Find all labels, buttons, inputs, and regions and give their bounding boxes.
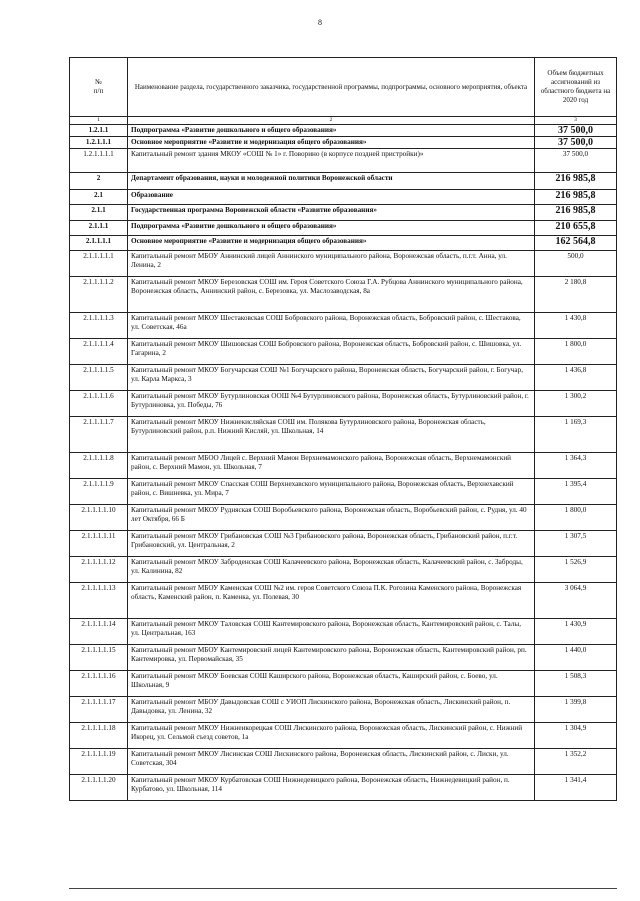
row-name: Капитальный ремонт МКОУ Лисинская СОШ Лискинского района, Воронежская область, Лискинский район, с. Лиски, ул. Советская, 304 bbox=[128, 749, 535, 775]
row-number: 2.1.1.1.1.16 bbox=[70, 671, 128, 697]
row-name: Капитальный ремонт МБОУ Давыдовская СОШ с УИОП Лискинского района, Воронежская область, Лискинский район, п. Давыдовка, ул. Ленина, 32 bbox=[128, 697, 535, 723]
row-number: 2.1.1.1.1.11 bbox=[70, 531, 128, 557]
row-name: Капитальный ремонт МКОУ Богучарская СОШ №1 Богучарского района, Воронежская область, Богучарский район, г. Богучар, ул. Карла Маркса, 3 bbox=[128, 365, 535, 391]
row-number: 1.2.1.1.1.1 bbox=[70, 149, 128, 173]
table-row bbox=[70, 313, 617, 339]
row-name: Капитальный ремонт МКОУ Заброденская СОШ Калачеевского района, Воронежская область, Калачеевский район, с. Заброды, ул. Калинина, 82 bbox=[128, 557, 535, 583]
row-number: 2.1.1.1.1.12 bbox=[70, 557, 128, 583]
table-header-row bbox=[70, 58, 617, 117]
table-row bbox=[70, 251, 617, 277]
row-name: Капитальный ремонт МКОУ Шишовская СОШ Бобровского района, Воронежская область, Бобровский район, с. Шишовка, ул. Гагарина, 2 bbox=[128, 339, 535, 365]
header-amount: Объем бюджетных ассигнований из областного бюджета на 2020 год bbox=[535, 58, 617, 117]
table-row bbox=[70, 125, 617, 137]
row-amount: 216 985,8 bbox=[535, 173, 617, 190]
row-amount: 1 307,5 bbox=[535, 531, 617, 557]
row-number: 2.1.1.1.1.7 bbox=[70, 417, 128, 453]
row-name: Капитальный ремонт МКОУ Бутурлиновская ООШ №4 Бутурлиновского района, Воронежская область, Бутурлиновский район, г. Бутурлиновка, ул. Победы, 76 bbox=[128, 391, 535, 417]
row-number: 2.1.1.1.1.5 bbox=[70, 365, 128, 391]
row-number: 2.1.1.1.1.2 bbox=[70, 277, 128, 313]
row-number: 2.1.1.1.1.13 bbox=[70, 583, 128, 619]
row-number: 2.1.1.1.1.20 bbox=[70, 775, 128, 801]
row-name: Капитальный ремонт МКОУ Курбатовская СОШ Нижнедевицкого района, Воронежская область, Нижнедевицкий район, п. Курбатово, ул. Школьная, 114 bbox=[128, 775, 535, 801]
row-amount: 1 526,9 bbox=[535, 557, 617, 583]
row-amount: 1 395,4 bbox=[535, 479, 617, 505]
table-row bbox=[70, 671, 617, 697]
table-row bbox=[70, 775, 617, 801]
table-row bbox=[70, 365, 617, 391]
row-number: 2.1.1.1.1.4 bbox=[70, 339, 128, 365]
table-row bbox=[70, 137, 617, 149]
row-name: Капитальный ремонт МБОУ Аннинский лицей Аннинского муниципального района, Воронежская область, п.г.т. Анна, ул. Ленина, 2 bbox=[128, 251, 535, 277]
row-amount: 37 500,0 bbox=[535, 137, 617, 149]
header-name: Наименование раздела, государственного заказчика, государственной программы, подпрограммы, основного мероприятия, объекта bbox=[128, 58, 535, 117]
page-bottom-line bbox=[69, 888, 617, 889]
row-name: Капитальный ремонт МКОУ Спасская СОШ Верхнехавского муниципального района, Воронежская область, Верхнехавский район, с. Вишневка, ул. Мира, 7 bbox=[128, 479, 535, 505]
row-amount: 1 169,3 bbox=[535, 417, 617, 453]
row-number: 2 bbox=[70, 173, 128, 190]
table-row bbox=[70, 339, 617, 365]
table-row bbox=[70, 391, 617, 417]
row-amount: 162 564,8 bbox=[535, 236, 617, 251]
table-row bbox=[70, 723, 617, 749]
header-number: № п/п bbox=[70, 58, 128, 117]
table-row bbox=[70, 619, 617, 645]
row-name: Основное мероприятие «Развитие и модернизация общего образования» bbox=[128, 137, 535, 149]
row-number: 2.1 bbox=[70, 190, 128, 205]
row-amount: 500,0 bbox=[535, 251, 617, 277]
row-amount: 1 341,4 bbox=[535, 775, 617, 801]
row-name: Капитальный ремонт МКОУ Нижнеикорецкая СОШ Лискинского района, Воронежская область, Лискинский район, с. Нижний Икорец, ул. Сельмой съезд советов, 1а bbox=[128, 723, 535, 749]
row-name: Основное мероприятие «Развитие и модернизация общего образования» bbox=[128, 236, 535, 251]
row-amount: 1 304,9 bbox=[535, 723, 617, 749]
row-name: Капитальный ремонт МКОУ Грибановская СОШ №3 Грибановского района, Воронежская область, Грибановский район, п.г.т. Грибановский, ул. Центральная, 2 bbox=[128, 531, 535, 557]
table-row bbox=[70, 531, 617, 557]
table-row bbox=[70, 277, 617, 313]
row-name: Капитальный ремонт МБОО Лицей с. Верхний Мамон Верхнемамонского района, Воронежская область, Верхнемамонский район, с. Верхний Мамон, ул. Школьная, 7 bbox=[128, 453, 535, 479]
row-name: Капитальный ремонт МКОУ Березовская СОШ им. Героя Советского Союза Г.А. Рубцова Аннинского муниципального района, Воронежская область, Аннинский район, с. Березовка, ул. Маслозаводская, 8а bbox=[128, 277, 535, 313]
row-number: 2.1.1.1.1 bbox=[70, 236, 128, 251]
row-name: Капитальный ремонт МКОУ Рудняская СОШ Воробьевского района, Воронежская область, Воробьевский район, с. Рудня, ул. 40 лет Октября, 66 Б bbox=[128, 505, 535, 531]
budget-table bbox=[69, 57, 617, 801]
table-row bbox=[70, 149, 617, 173]
column-number: 3 bbox=[535, 117, 617, 125]
row-name: Капитальный ремонт МКОУ Таловская СОШ Кантемировского района, Воронежская область, Кантемировский район, с. Талы, ул. Центральная, 163 bbox=[128, 619, 535, 645]
row-name: Капитальный ремонт МБОУ Кантемировский лицей Кантемировского района, Воронежская область, Кантемировский район, рп. Кантемировка, ул. Первомайская, 35 bbox=[128, 645, 535, 671]
row-name: Капитальный ремонт МКОУ Нижнекисляйская СОШ им. Полякова Бутурлиновского района, Воронежская область, Бутурлиновский район, р.п. Нижний Кисляй, ул. Школьная, 14 bbox=[128, 417, 535, 453]
row-amount: 1 800,0 bbox=[535, 505, 617, 531]
table-row bbox=[70, 505, 617, 531]
row-amount: 216 985,8 bbox=[535, 190, 617, 205]
row-number: 2.1.1.1.1.1 bbox=[70, 251, 128, 277]
table-row bbox=[70, 205, 617, 221]
row-amount: 2 180,8 bbox=[535, 277, 617, 313]
column-number: 1 bbox=[70, 117, 128, 125]
row-name: Капитальный ремонт МБОУ Каменская СОШ №2 им. героя Советского Союза П.К. Рогозина Каменского района, Воронежская область, Каменский район, п. Каменка, ул. Полевая, 30 bbox=[128, 583, 535, 619]
row-number: 1.2.1.1 bbox=[70, 125, 128, 137]
table-row bbox=[70, 417, 617, 453]
table-row bbox=[70, 190, 617, 205]
table-row bbox=[70, 236, 617, 251]
row-amount: 210 655,8 bbox=[535, 221, 617, 236]
row-amount: 1 440,0 bbox=[535, 645, 617, 671]
row-name: Капитальный ремонт здания МКОУ «СОШ № 1» г. Поворино (в корпусе поздней пристройки)» bbox=[128, 149, 535, 173]
row-name: Капитальный ремонт МКОУ Боевская СОШ Каширского района, Воронежская область, Каширский район, с. Боево, ул. Школьная, 9 bbox=[128, 671, 535, 697]
row-number: 2.1.1.1.1.18 bbox=[70, 723, 128, 749]
table-row bbox=[70, 557, 617, 583]
row-amount: 37 500,0 bbox=[535, 125, 617, 137]
table-row bbox=[70, 221, 617, 236]
row-amount: 216 985,8 bbox=[535, 205, 617, 221]
table-row bbox=[70, 645, 617, 671]
column-number-row bbox=[70, 117, 617, 125]
row-number: 2.1.1.1.1.8 bbox=[70, 453, 128, 479]
row-number: 2.1.1.1.1.17 bbox=[70, 697, 128, 723]
row-amount: 1 399,8 bbox=[535, 697, 617, 723]
row-name: Департамент образования, науки и молодежной политики Воронежской области bbox=[128, 173, 535, 190]
row-amount: 1 800,0 bbox=[535, 339, 617, 365]
row-number: 2.1.1.1.1.3 bbox=[70, 313, 128, 339]
row-name: Капитальный ремонт МКОУ Шестаковская СОШ Бобровского района, Воронежская область, Бобровский район, с. Шестакова, ул. Советская, 46а bbox=[128, 313, 535, 339]
row-number: 2.1.1 bbox=[70, 205, 128, 221]
table-row bbox=[70, 173, 617, 190]
row-number: 2.1.1.1.1.14 bbox=[70, 619, 128, 645]
row-amount: 1 430,8 bbox=[535, 313, 617, 339]
table-row bbox=[70, 583, 617, 619]
column-number: 2 bbox=[128, 117, 535, 125]
row-amount: 1 436,8 bbox=[535, 365, 617, 391]
row-name: Подпрограмма «Развитие дошкольного и общего образования» bbox=[128, 221, 535, 236]
row-number: 2.1.1.1 bbox=[70, 221, 128, 236]
row-name: Образование bbox=[128, 190, 535, 205]
row-amount: 37 500,0 bbox=[535, 149, 617, 173]
row-name: Государственная программа Воронежской области «Развитие образования» bbox=[128, 205, 535, 221]
row-amount: 1 352,2 bbox=[535, 749, 617, 775]
row-amount: 1 508,3 bbox=[535, 671, 617, 697]
row-number: 2.1.1.1.1.6 bbox=[70, 391, 128, 417]
table-row bbox=[70, 697, 617, 723]
page-number: 8 bbox=[318, 18, 322, 27]
table-row bbox=[70, 479, 617, 505]
row-number: 2.1.1.1.1.15 bbox=[70, 645, 128, 671]
table-row bbox=[70, 453, 617, 479]
row-name: Подпрограмма «Развитие дошкольного и общего образования» bbox=[128, 125, 535, 137]
row-number: 1.2.1.1.1 bbox=[70, 137, 128, 149]
row-amount: 3 064,9 bbox=[535, 583, 617, 619]
row-number: 2.1.1.1.1.10 bbox=[70, 505, 128, 531]
table-row bbox=[70, 749, 617, 775]
row-amount: 1 430,9 bbox=[535, 619, 617, 645]
row-number: 2.1.1.1.1.19 bbox=[70, 749, 128, 775]
row-number: 2.1.1.1.1.9 bbox=[70, 479, 128, 505]
row-amount: 1 300,2 bbox=[535, 391, 617, 417]
row-amount: 1 364,3 bbox=[535, 453, 617, 479]
